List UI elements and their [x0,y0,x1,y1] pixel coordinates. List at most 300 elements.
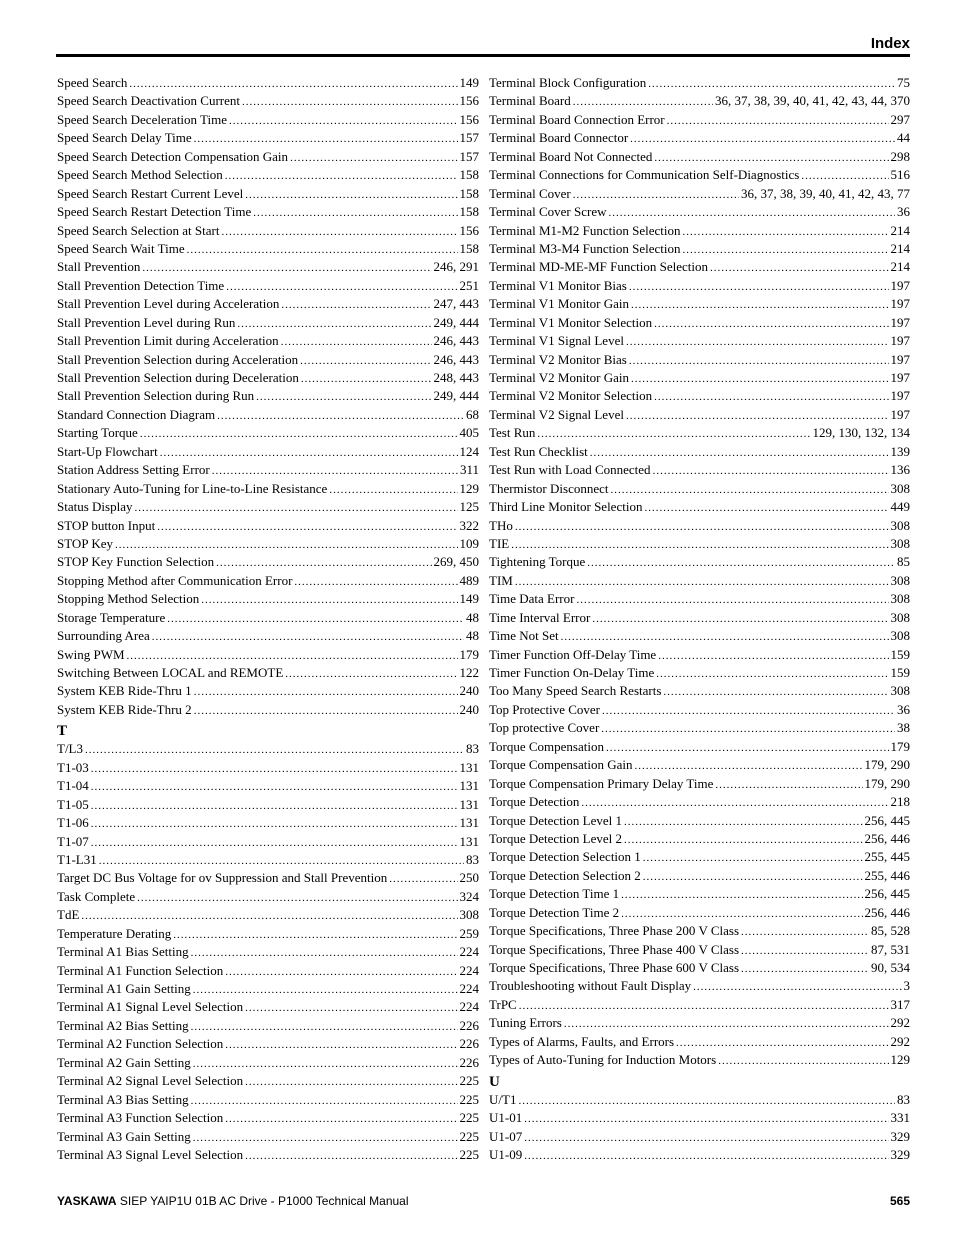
index-entry [57,92,479,110]
dot-leader [221,223,457,240]
index-term: Terminal Board Connector [489,130,629,146]
entry-list-t [57,740,479,1164]
index-term: Stationary Auto-Tuning for Line-to-Line Resistance [57,480,328,496]
index-term: T1-05 [57,796,89,812]
index-term: Torque Detection Level 1 [489,812,623,828]
index-term: Stopping Method after Communication Error [57,572,293,588]
dot-leader [329,481,457,498]
index-term: Terminal A2 Function Selection [57,1036,224,1052]
dot-leader [99,852,464,869]
index-term: Terminal M3-M4 Function Selection [489,240,681,256]
index-page-numbers: 225 [459,1128,479,1144]
index-page-numbers: 292 [890,1015,910,1031]
index-entry [57,424,479,442]
dot-leader [631,370,888,387]
index-entry [489,1109,910,1127]
index-page-numbers: 308 [890,609,910,625]
index-page-numbers: 449 [890,499,910,515]
index-term: Types of Alarms, Faults, and Errors [489,1033,675,1049]
dot-leader [644,499,888,516]
index-term: Terminal A2 Bias Setting [57,1017,189,1033]
dot-leader [663,683,888,700]
dot-leader [653,462,889,479]
index-page-numbers: 214 [890,222,910,238]
dot-leader [294,573,457,590]
index-term: Stall Prevention Detection Time [57,277,225,293]
dot-leader [626,407,889,424]
index-page-numbers: 159 [890,646,910,662]
index-entry [489,885,910,903]
index-term: Torque Compensation Gain [489,757,633,773]
index-term: Time Not Set [489,628,559,644]
index-page-numbers: 324 [459,888,479,904]
index-entry [57,740,479,758]
section-letter-t: T [57,723,68,740]
index-page-numbers: 308 [890,572,910,588]
index-term: Torque Detection Level 2 [489,830,623,846]
index-entry [489,867,910,885]
index-term: T1-04 [57,778,89,794]
index-entry [57,943,479,961]
dot-leader [630,130,895,147]
dot-leader [609,204,896,221]
index-entry [57,869,479,887]
index-term: Timer Function Off-Delay Time [489,646,657,662]
index-page-numbers: 225 [459,1073,479,1089]
dot-leader [564,1015,889,1032]
dot-leader [194,683,458,700]
dot-leader [576,591,888,608]
index-term: Terminal M1-M2 Function Selection [489,222,681,238]
index-term: Stall Prevention [57,259,141,275]
index-term: Speed Search Deceleration Time [57,111,228,127]
index-page-numbers: 311 [459,462,479,478]
index-entry [489,756,910,774]
index-page-numbers: 158 [459,185,479,201]
index-entry [489,977,910,995]
dot-leader [710,259,889,276]
dot-leader [225,1036,457,1053]
entry-list-s [57,74,479,719]
index-entry [489,959,910,977]
dot-leader [683,241,889,258]
index-entry [57,814,479,832]
dot-leader [225,1110,457,1127]
index-page-numbers: 246, 443 [433,351,479,367]
index-page-numbers: 122 [459,665,479,680]
index-entry [57,1109,479,1127]
index-term: Terminal V2 Signal Level [489,406,624,422]
index-term: Tightening Torque [489,554,586,570]
index-page-numbers: 308 [890,591,910,607]
index-entry [57,664,479,682]
index-page-numbers: 48 [466,609,479,625]
index-entry [489,222,910,240]
index-page-numbers: 197 [890,388,910,404]
dot-leader [91,760,458,777]
index-term: Torque Detection Selection 2 [489,867,641,883]
dot-leader [242,93,457,110]
index-page-numbers: 36, 37, 38, 39, 40, 41, 42, 43, 77 [741,185,910,201]
index-term: T1-03 [57,759,89,775]
index-entry [489,1014,910,1032]
index-term: Terminal V1 Monitor Bias [489,277,627,293]
index-term: Swing PWM [57,646,125,662]
index-entry [57,833,479,851]
index-page-numbers: 139 [890,443,910,459]
dot-leader [624,831,862,848]
index-page-numbers: 158 [459,204,479,220]
index-page-numbers: 225 [459,1146,479,1162]
index-page-numbers: 297 [890,111,910,127]
dot-leader [621,905,862,922]
index-entry [489,498,910,516]
index-term: Terminal Board [489,93,571,109]
index-term: STOP Key [57,535,113,551]
index-entry [489,682,910,700]
index-page-numbers: 179 [890,738,910,754]
dot-leader [524,1110,888,1127]
index-term: Storage Temperature [57,609,166,625]
index-page-numbers: 197 [890,333,910,349]
page-footer [57,1194,910,1208]
index-term: THo [489,517,513,533]
index-page-numbers: 269, 450 [433,554,479,570]
index-entry [489,848,910,866]
dot-leader [115,536,458,553]
index-page-numbers: 249, 444 [433,314,479,330]
index-page-numbers: 129, 130, 132, 134 [812,425,910,441]
index-term: TIM [489,572,513,588]
index-page-numbers: 255, 446 [864,867,910,883]
dot-leader [658,647,888,664]
index-entry [489,351,910,369]
index-page-numbers: 246, 291 [433,259,479,275]
index-entry [57,1128,479,1146]
index-term: Top protective Cover [489,720,600,736]
index-page-numbers: 226 [459,1054,479,1070]
index-page-numbers: 329 [890,1128,910,1144]
dot-leader [654,388,888,405]
index-page-numbers: 308 [459,907,479,923]
index-entry [57,888,479,906]
index-page-numbers: 179, 290 [864,775,910,791]
index-term: Time Interval Error [489,609,591,625]
index-term: Torque Detection Selection 1 [489,849,641,865]
index-page-numbers: 159 [890,665,910,680]
index-page-numbers: 197 [890,314,910,330]
index-entry [57,1054,479,1072]
index-entry [489,314,910,332]
index-page-numbers: 197 [890,277,910,293]
index-page-numbers: 85 [897,554,910,570]
index-term: Starting Torque [57,425,138,441]
index-entry [489,111,910,129]
index-entry [57,332,479,350]
footer-brand: YASKAWA [57,1194,117,1208]
dot-leader [256,388,431,405]
index-term: Time Data Error [489,591,575,607]
index-entry [57,980,479,998]
index-entry [489,517,910,535]
index-page-numbers: 298 [890,148,910,164]
dot-leader [656,665,888,682]
index-entry [489,904,910,922]
dot-leader [601,720,895,737]
index-page-numbers: 224 [459,981,479,996]
index-term: Too Many Speed Search Restarts [489,683,662,699]
index-entry [57,701,479,719]
index-page-numbers: 308 [890,535,910,551]
index-term: Terminal A3 Gain Setting [57,1128,191,1144]
dot-leader [741,923,869,940]
index-term: Stall Prevention Selection during Deceleration [57,370,299,385]
dot-leader [245,1147,457,1164]
index-term: Terminal A2 Gain Setting [57,1054,191,1070]
index-entry [57,796,479,814]
index-term: Task Complete [57,888,136,904]
index-entry [57,406,479,424]
dot-leader [160,444,458,461]
index-term: Torque Specifications, Three Phase 600 V Class [489,960,740,975]
dot-leader [693,978,901,995]
index-page-numbers: 179, 290 [864,757,910,773]
index-page-numbers: 197 [890,351,910,367]
index-term: Station Address Setting Error [57,462,210,478]
index-page-numbers: 489 [459,572,479,588]
dot-leader [91,778,458,795]
index-page-numbers: 516 [890,167,910,183]
index-term: Speed Search Restart Current Level [57,185,244,201]
index-term: STOP Key Function Selection [57,554,215,570]
index-term: Switching Between LOCAL and REMOTE [57,665,284,680]
index-entry [489,332,910,350]
index-entry [57,609,479,627]
index-term: U1-09 [489,1146,523,1162]
index-entry [489,941,910,959]
dot-leader [91,834,458,851]
index-term: Timer Function On-Delay Time [489,665,655,680]
index-page-numbers: 3 [903,978,910,994]
index-page-numbers: 68 [466,406,479,422]
dot-leader [606,739,889,756]
index-term: Stall Prevention Selection during Acceleration [57,351,299,367]
index-page-numbers: 131 [459,796,479,812]
index-term: Stall Prevention Limit during Acceleration [57,333,279,349]
index-entry [57,851,479,869]
index-entry [57,535,479,553]
index-term: TdE [57,907,80,923]
index-page-numbers: 331 [890,1110,910,1126]
index-term: Terminal Cover Screw [489,204,607,220]
index-term: Torque Detection Time 1 [489,886,620,902]
index-term: Top Protective Cover [489,701,601,717]
index-page-numbers: 248, 443 [433,370,479,385]
dot-leader [245,186,457,203]
index-term: System KEB Ride-Thru 2 [57,701,192,717]
index-entry [489,701,910,719]
index-entry [57,295,479,313]
index-entry [57,962,479,980]
index-page-numbers: 256, 445 [864,886,910,902]
index-entry [57,1091,479,1109]
index-entry [489,387,910,405]
index-entry [57,759,479,777]
index-entry [489,480,910,498]
index-entry [57,627,479,645]
index-entry [57,572,479,590]
index-page-numbers: 255, 445 [864,849,910,865]
dot-leader [91,815,458,832]
index-term: Terminal V1 Monitor Gain [489,296,630,312]
dot-leader [587,554,895,571]
index-entry [489,922,910,940]
section-letter-u: U [489,1073,500,1090]
dot-leader [129,75,457,92]
index-term: Surrounding Area [57,628,150,644]
index-entry [489,738,910,756]
index-term: Test Run [489,425,536,441]
index-term: Speed Search Detection Compensation Gain [57,148,289,164]
index-term: Terminal A3 Signal Level Selection [57,1146,244,1162]
index-term: Tuning Errors [489,1015,562,1031]
dot-leader [741,960,869,977]
dot-leader [631,296,888,313]
index-entry [489,185,910,203]
index-term: Terminal A3 Bias Setting [57,1091,189,1107]
index-entry [57,461,479,479]
index-entry [57,387,479,405]
index-page-numbers: 218 [890,794,910,810]
index-page-numbers: 256, 446 [864,904,910,920]
index-entry [489,92,910,110]
dot-leader [194,702,458,719]
dot-leader [91,797,458,814]
index-page-numbers: 240 [459,701,479,717]
index-page-numbers: 125 [459,499,479,515]
dot-leader [654,149,888,166]
index-page-numbers: 83 [466,741,479,757]
index-term: Stall Prevention Selection during Run [57,388,255,404]
index-entry [57,314,479,332]
index-page-numbers: 246, 443 [433,333,479,349]
dot-leader [225,167,458,184]
index-page-numbers: 249, 444 [433,388,479,404]
dot-leader [667,112,889,129]
dot-leader [81,907,457,924]
dot-leader [524,1129,888,1146]
index-page-numbers: 158 [459,167,479,183]
dot-leader [635,757,863,774]
index-entry [489,406,910,424]
index-page-numbers: 214 [890,259,910,275]
index-entry [489,646,910,664]
index-term: Terminal A3 Function Selection [57,1110,224,1126]
index-entry [489,295,910,313]
index-entry [489,1033,910,1051]
dot-leader [167,610,464,627]
index-term: Terminal V2 Monitor Selection [489,388,653,404]
index-page-numbers: 226 [459,1036,479,1052]
index-page-numbers: 36 [897,204,910,220]
index-entry [57,74,479,92]
index-page-numbers: 308 [890,683,910,699]
index-page-numbers: 129 [890,1052,910,1068]
index-entry [489,129,910,147]
index-page-numbers: 256, 446 [864,830,910,846]
dot-leader [629,352,889,369]
dot-leader [245,999,457,1016]
index-entry [489,443,910,461]
index-term: Terminal A1 Function Selection [57,962,224,978]
index-term: U1-01 [489,1110,523,1126]
dot-leader [590,444,889,461]
index-page-numbers: 240 [459,683,479,699]
dot-leader [648,75,895,92]
dot-leader [573,93,713,110]
dot-leader [140,425,458,442]
index-entry [489,535,910,553]
index-page-numbers: 197 [890,296,910,312]
dot-leader [389,870,457,887]
index-entry [489,775,910,793]
index-term: Test Run Checklist [489,443,588,459]
index-entry [57,553,479,571]
index-page-numbers: 197 [890,406,910,422]
dot-leader [621,886,862,903]
index-term: Terminal A1 Gain Setting [57,981,191,996]
index-term: System KEB Ride-Thru 1 [57,683,192,699]
index-page-numbers: 157 [459,130,479,146]
index-term: STOP button Input [57,517,156,533]
index-term: Types of Auto-Tuning for Induction Motors [489,1052,717,1068]
index-term: Terminal A1 Bias Setting [57,944,189,960]
index-term: Torque Specifications, Three Phase 400 V Class [489,941,740,957]
dot-leader [245,1073,457,1090]
footer-manual-title: SIEP YAIP1U 01B AC Drive - P1000 Technical Manual [116,1194,409,1208]
dot-leader [518,1092,895,1109]
index-entry [489,553,910,571]
dot-leader [226,278,457,295]
index-entry [489,1128,910,1146]
index-entry [489,148,910,166]
index-term: Terminal A2 Signal Level Selection [57,1073,244,1089]
dot-leader [193,1129,458,1146]
dot-leader [715,776,862,793]
index-term: Torque Specifications, Three Phase 200 V Class [489,923,740,939]
dot-leader [173,926,457,943]
dot-leader [611,481,889,498]
index-page-numbers: 124 [459,443,479,459]
dot-leader [741,942,869,959]
index-entry [489,461,910,479]
index-term: Speed Search Deactivation Current [57,93,241,109]
dot-leader [290,149,457,166]
index-page-numbers: 225 [459,1110,479,1126]
dot-leader [643,849,863,866]
header-rule [56,54,910,57]
index-term: T/L3 [57,741,83,757]
dot-leader [193,1055,458,1072]
index-term: Terminal V2 Monitor Bias [489,351,627,367]
index-entry [489,1146,910,1164]
index-term: Third Line Monitor Selection [489,499,643,515]
index-entry [489,793,910,811]
index-term: Test Run with Load Connected [489,462,651,478]
index-page-numbers: 36, 37, 38, 39, 40, 41, 42, 43, 44, 370 [715,93,910,109]
dot-leader [217,407,464,424]
index-page-numbers: 292 [890,1033,910,1049]
